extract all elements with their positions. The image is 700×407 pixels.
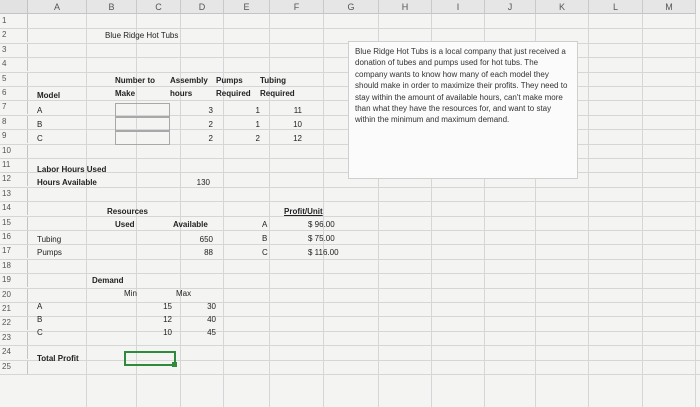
row-gridline — [0, 302, 700, 303]
header-pumps-required-2[interactable]: Required — [216, 89, 251, 98]
demand-model-b[interactable]: B — [37, 315, 43, 324]
number-to-make-b[interactable] — [115, 117, 170, 131]
resources-header-2[interactable]: Used — [115, 220, 135, 229]
column-header-l[interactable]: L — [589, 0, 643, 14]
row-gridline — [0, 230, 700, 231]
header-number-to-make-2[interactable]: Make — [115, 89, 136, 98]
row-gridline — [0, 244, 700, 245]
profit-value-b[interactable]: $ 75.00 — [308, 234, 335, 243]
header-tubing-required-2[interactable]: Required — [260, 89, 295, 98]
assembly-hours-c[interactable]: 2 — [208, 134, 213, 143]
tubing-b[interactable]: 10 — [293, 120, 302, 129]
row-header-11[interactable]: 11 — [0, 158, 28, 172]
model-name-c[interactable]: C — [37, 134, 43, 143]
row-header-12[interactable]: 12 — [0, 172, 28, 186]
column-header-m[interactable]: M — [643, 0, 696, 14]
demand-min-c[interactable]: 10 — [163, 328, 172, 337]
row-header-19[interactable]: 19 — [0, 273, 28, 287]
row-gridline — [0, 345, 700, 346]
row-header-7[interactable]: 7 — [0, 100, 28, 114]
model-name-b[interactable]: B — [37, 120, 43, 129]
row-header-15[interactable]: 15 — [0, 216, 28, 230]
column-header-k[interactable]: K — [536, 0, 589, 14]
row-header-20[interactable]: 20 — [0, 288, 28, 302]
total-profit-label[interactable]: Total Profit — [37, 354, 79, 363]
profit-value-c[interactable]: $ 116.00 — [308, 248, 339, 257]
resource-available-tubing[interactable]: 650 — [199, 235, 213, 244]
row-header-13[interactable]: 13 — [0, 187, 28, 201]
hours-available-value[interactable]: 130 — [196, 178, 210, 187]
assembly-hours-b[interactable]: 2 — [208, 120, 213, 129]
profit-value-a[interactable]: $ 96.00 — [308, 220, 335, 229]
demand-model-c[interactable]: C — [37, 328, 43, 337]
row-header-23[interactable]: 23 — [0, 331, 28, 345]
row-header-24[interactable]: 24 — [0, 345, 28, 359]
demand-max-a[interactable]: 30 — [207, 302, 216, 311]
pumps-b[interactable]: 1 — [255, 120, 260, 129]
row-header-1[interactable]: 1 — [0, 14, 28, 28]
row-header-2[interactable]: 2 — [0, 28, 28, 42]
assembly-hours-a[interactable]: 3 — [208, 106, 213, 115]
header-tubing-required-1[interactable]: Tubing — [260, 76, 287, 85]
row-header-17[interactable]: 17 — [0, 244, 28, 258]
pumps-c[interactable]: 2 — [255, 134, 260, 143]
demand-max-header[interactable]: Max — [176, 289, 192, 298]
available-header[interactable]: Available — [173, 220, 208, 229]
column-header-b[interactable]: B — [87, 0, 137, 14]
column-header-i[interactable]: I — [432, 0, 485, 14]
select-all-corner[interactable] — [0, 0, 28, 14]
demand-min-a[interactable]: 15 — [163, 302, 172, 311]
column-header-c[interactable]: C — [137, 0, 181, 14]
row-header-9[interactable]: 9 — [0, 129, 28, 143]
column-header-e[interactable]: E — [224, 0, 270, 14]
pumps-a[interactable]: 1 — [255, 106, 260, 115]
fill-handle[interactable] — [172, 362, 177, 367]
resource-available-pumps[interactable]: 88 — [204, 248, 213, 257]
number-to-make-c[interactable] — [115, 131, 170, 145]
row-header-8[interactable]: 8 — [0, 115, 28, 129]
row-header-14[interactable]: 14 — [0, 201, 28, 215]
demand-min-b[interactable]: 12 — [163, 315, 172, 324]
row-gridline — [0, 201, 700, 202]
column-header-d[interactable]: D — [181, 0, 224, 14]
demand-max-c[interactable]: 45 — [207, 328, 216, 337]
tubing-a[interactable]: 11 — [293, 106, 302, 115]
resource-name-pumps[interactable]: Pumps — [37, 248, 62, 257]
demand-header[interactable]: Demand — [92, 276, 124, 285]
row-header-21[interactable]: 21 — [0, 302, 28, 316]
profit-model-b[interactable]: B — [262, 234, 268, 243]
row-gridline — [0, 374, 700, 375]
column-header-a[interactable]: A — [28, 0, 87, 14]
total-profit-cell[interactable] — [124, 351, 176, 366]
hours-available-label[interactable]: Hours Available — [37, 178, 97, 187]
profit-header[interactable]: Profit/Unit — [284, 207, 323, 216]
row-header-22[interactable]: 22 — [0, 316, 28, 330]
header-number-to-make-1[interactable]: Number to — [115, 76, 155, 85]
header-pumps-required-1[interactable]: Pumps — [216, 76, 243, 85]
header-assembly-hours-2[interactable]: hours — [170, 89, 193, 98]
row-gridline — [0, 360, 700, 361]
column-header-j[interactable]: J — [485, 0, 536, 14]
row-header-10[interactable]: 10 — [0, 144, 28, 158]
column-header-h[interactable]: H — [379, 0, 432, 14]
header-model[interactable]: Model — [37, 91, 61, 100]
row-header-16[interactable]: 16 — [0, 230, 28, 244]
row-header-25[interactable]: 25 — [0, 360, 28, 374]
demand-max-b[interactable]: 40 — [207, 315, 216, 324]
model-name-a[interactable]: A — [37, 106, 43, 115]
row-gridline — [0, 187, 700, 188]
row-gridline — [0, 331, 700, 332]
row-header-6[interactable]: 6 — [0, 86, 28, 100]
number-to-make-a[interactable] — [115, 103, 170, 117]
column-header-f[interactable]: F — [270, 0, 324, 14]
row-header-18[interactable]: 18 — [0, 259, 28, 273]
header-assembly-hours-1[interactable]: Assembly — [170, 76, 208, 85]
tubing-c[interactable]: 12 — [293, 134, 302, 143]
row-gridline — [0, 216, 700, 217]
row-header-5[interactable]: 5 — [0, 72, 28, 86]
row-gridline — [0, 288, 700, 289]
profit-model-a[interactable]: A — [262, 220, 268, 229]
profit-model-c[interactable]: C — [262, 248, 268, 257]
row-gridline — [0, 273, 700, 274]
sheet-title[interactable]: Blue Ridge Hot Tubs — [105, 31, 179, 40]
problem-description-textbox[interactable]: Blue Ridge Hot Tubs is a local company that just received a donation of tubes and pumps used for hot tubs. The company wants to know how many of each model they should make in order to maximize their profits. They need to stay within the amount of available hours, can't make more than what they have the resources for, and want to stay within the minimum and maximum demand. — [348, 41, 578, 179]
resource-name-tubing[interactable]: Tubing — [37, 235, 62, 244]
demand-min-header[interactable]: Min — [124, 289, 137, 298]
row-gridline — [0, 259, 700, 260]
demand-model-a[interactable]: A — [37, 302, 43, 311]
row-header-4[interactable]: 4 — [0, 57, 28, 71]
resources-header-1[interactable]: Resources — [107, 207, 148, 216]
column-header-g[interactable]: G — [324, 0, 379, 14]
row-header-3[interactable]: 3 — [0, 43, 28, 57]
row-gridline — [0, 316, 700, 317]
row-gridline — [0, 28, 700, 29]
labor-hours-used-label[interactable]: Labor Hours Used — [37, 165, 107, 174]
